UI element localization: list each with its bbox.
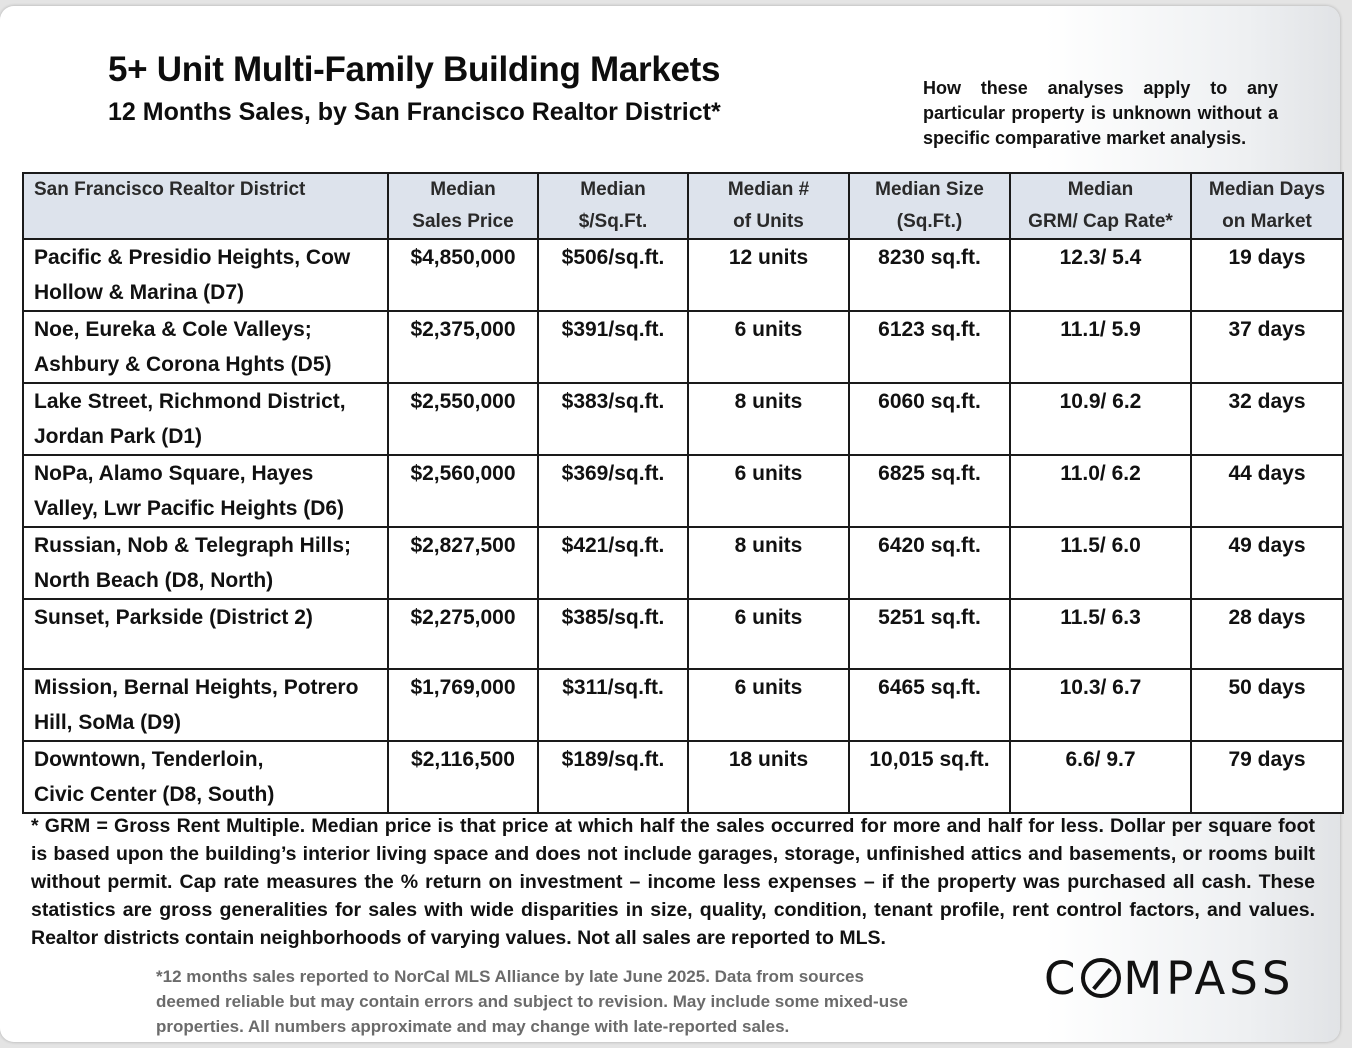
days-on-market-cell: 49 days	[1191, 527, 1343, 599]
median-price-cell: $1,769,000	[388, 669, 538, 741]
size-cell: 5251 sq.ft.	[849, 599, 1010, 669]
median-price-cell: $2,827,500	[388, 527, 538, 599]
price-per-sqft-cell: $391/sq.ft.	[538, 311, 688, 383]
median-price-cell: $2,550,000	[388, 383, 538, 455]
days-on-market-cell: 32 days	[1191, 383, 1343, 455]
header-price-per-sqft: Median $/Sq.Ft.	[538, 173, 688, 239]
table-row	[23, 455, 1343, 527]
units-cell: 6 units	[688, 669, 849, 741]
days-on-market-cell: 79 days	[1191, 741, 1343, 813]
units-cell: 6 units	[688, 599, 849, 669]
table-row	[23, 527, 1343, 599]
analysis-disclaimer: How these analyses apply to any particular property is unknown without a specific comparative market analysis.	[923, 78, 1278, 148]
days-on-market-cell: 19 days	[1191, 239, 1343, 311]
price-per-sqft-cell: $311/sq.ft.	[538, 669, 688, 741]
median-price-cell: $2,275,000	[388, 599, 538, 669]
size-cell: 6123 sq.ft.	[849, 311, 1010, 383]
table-row	[23, 669, 1343, 741]
table-row	[23, 741, 1343, 813]
table-header-row	[23, 173, 1343, 239]
header-days-on-market: Median Days on Market	[1191, 173, 1343, 239]
grm-cap-rate-cell: 11.5/ 6.0	[1010, 527, 1191, 599]
days-on-market-cell: 37 days	[1191, 311, 1343, 383]
median-price-cell: $2,375,000	[388, 311, 538, 383]
grm-cap-rate-cell: 6.6/ 9.7	[1010, 741, 1191, 813]
table-row	[23, 239, 1343, 311]
size-cell: 8230 sq.ft.	[849, 239, 1010, 311]
median-price-cell: $2,560,000	[388, 455, 538, 527]
compass-logo: C MPASS	[1044, 952, 1295, 1005]
days-on-market-cell: 50 days	[1191, 669, 1343, 741]
units-cell: 6 units	[688, 311, 849, 383]
grm-cap-rate-cell: 11.5/ 6.3	[1010, 599, 1191, 669]
size-cell: 6060 sq.ft.	[849, 383, 1010, 455]
header-size: Median Size (Sq.Ft.)	[849, 173, 1010, 239]
grm-cap-rate-cell: 10.3/ 6.7	[1010, 669, 1191, 741]
grm-cap-rate-cell: 10.9/ 6.2	[1010, 383, 1191, 455]
grm-cap-rate-cell: 11.1/ 5.9	[1010, 311, 1191, 383]
price-per-sqft-cell: $369/sq.ft.	[538, 455, 688, 527]
size-cell: 6465 sq.ft.	[849, 669, 1010, 741]
report-card	[0, 6, 1340, 1042]
compass-o-icon	[1081, 958, 1121, 998]
days-on-market-cell: 44 days	[1191, 455, 1343, 527]
price-per-sqft-cell: $189/sq.ft.	[538, 741, 688, 813]
price-per-sqft-cell: $383/sq.ft.	[538, 383, 688, 455]
table-row	[23, 383, 1343, 455]
district-cell: Downtown, Tenderloin, Civic Center (D8, South)	[23, 741, 388, 813]
units-cell: 8 units	[688, 383, 849, 455]
district-cell: Sunset, Parkside (District 2)	[23, 599, 388, 669]
grm-cap-rate-cell: 11.0/ 6.2	[1010, 455, 1191, 527]
grm-cap-rate-cell: 12.3/ 5.4	[1010, 239, 1191, 311]
footnote: * GRM = Gross Rent Multiple. Median price is that price at which half the sales occurred for more and half for less. Dollar per square foot is based upon the building’s interior living space and does not include garages, storage, unfinished attics and basements, or rooms built without permit. Cap rate measures the % return on investment – income less expenses – if the property was purchased all cash. These statistics are gross generalities for sales with wide disparities in size, quality, condition, tenant profile, rent control factors, and values. Realtor districts contain neighborhoods of varying values. Not all sales are reported to MLS.	[31, 815, 1315, 949]
units-cell: 8 units	[688, 527, 849, 599]
district-cell: Noe, Eureka & Cole Valleys; Ashbury & Corona Hghts (D5)	[23, 311, 388, 383]
size-cell: 10,015 sq.ft.	[849, 741, 1010, 813]
table-row	[23, 311, 1343, 383]
price-per-sqft-cell: $421/sq.ft.	[538, 527, 688, 599]
units-cell: 18 units	[688, 741, 849, 813]
district-cell: Russian, Nob & Telegraph Hills; North Beach (D8, North)	[23, 527, 388, 599]
days-on-market-cell: 28 days	[1191, 599, 1343, 669]
source-note: *12 months sales reported to NorCal MLS Alliance by late June 2025. Data from sources deemed reliable but may contain errors and subject to revision. May include some mixed-use properties. All numbers approximate and may change with late-reported sales.	[156, 967, 909, 1036]
median-price-cell: $4,850,000	[388, 239, 538, 311]
header-district: San Francisco Realtor District	[23, 173, 388, 239]
price-per-sqft-cell: $385/sq.ft.	[538, 599, 688, 669]
units-cell: 12 units	[688, 239, 849, 311]
page-title: 5+ Unit Multi-Family Building Markets	[108, 50, 721, 89]
units-cell: 6 units	[688, 455, 849, 527]
page-subtitle: 12 Months Sales, by San Francisco Realtor District*	[108, 98, 721, 126]
table-body	[23, 239, 1343, 813]
header-units: Median # of Units	[688, 173, 849, 239]
size-cell: 6420 sq.ft.	[849, 527, 1010, 599]
district-cell: Lake Street, Richmond District, Jordan Park (D1)	[23, 383, 388, 455]
median-price-cell: $2,116,500	[388, 741, 538, 813]
header-median-price: Median Sales Price	[388, 173, 538, 239]
district-cell: NoPa, Alamo Square, Hayes Valley, Lwr Pacific Heights (D6)	[23, 455, 388, 527]
table-row	[23, 599, 1343, 669]
header-grm-cap-rate: Median GRM/ Cap Rate*	[1010, 173, 1191, 239]
price-per-sqft-cell: $506/sq.ft.	[538, 239, 688, 311]
size-cell: 6825 sq.ft.	[849, 455, 1010, 527]
district-cell: Mission, Bernal Heights, Potrero Hill, SoMa (D9)	[23, 669, 388, 741]
district-cell: Pacific & Presidio Heights, Cow Hollow & Marina (D7)	[23, 239, 388, 311]
district-sales-table	[22, 172, 1344, 814]
